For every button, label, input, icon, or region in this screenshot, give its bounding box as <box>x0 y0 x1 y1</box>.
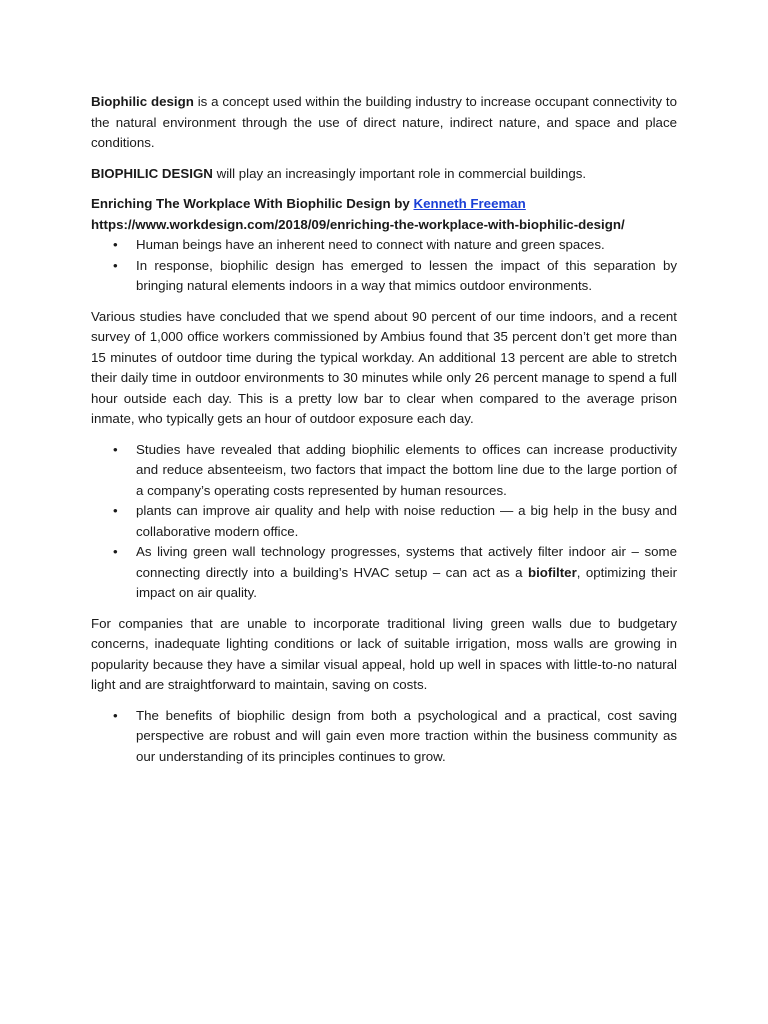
list-item <box>91 440 677 502</box>
bullet-list-1 <box>91 235 677 297</box>
author-link[interactable]: Kenneth Freeman <box>413 196 526 211</box>
list-item-text <box>136 544 677 600</box>
list-item <box>91 706 677 768</box>
source-title-line <box>91 194 677 215</box>
document-page <box>91 92 677 777</box>
bullet-list-3 <box>91 706 677 768</box>
bullet-icon: • <box>113 237 118 252</box>
intro-paragraph <box>91 92 677 154</box>
moss-walls-paragraph: For companies that are unable to incorporate traditional living green walls due to budgetary concerns, inadequate lighting conditions or lack of suitable irrigation, moss walls are growing in popularity because they have a similar visual appeal, hold up well in spaces with little-to-no natural light and are straightforward to maintain, saving on costs. <box>91 615 677 692</box>
bullet-list-2 <box>91 440 677 604</box>
list-item-text: plants can improve air quality and help with noise reduction — a big help in the busy and collaborative modern office. <box>136 503 677 539</box>
list-item <box>91 501 677 542</box>
list-item-text: The benefits of biophilic design from both a psychological and a practical, cost saving perspective are robust and will gain even more traction within the business community as our understanding of its principles continues to grow. <box>136 707 677 764</box>
list-item-text: In response, biophilic design has emerged to lessen the impact of this separation by bringing natural elements indoors in a way that mimics outdoor environments. <box>136 257 677 293</box>
list-item <box>91 235 677 256</box>
list-item-text: Studies have revealed that adding biophilic elements to offices can increase productivity and reduce absenteeism, two factors that impact the bottom line due to the large portion of a company’s operating costs represented by human resources. <box>136 441 677 498</box>
intro-text: is a concept used within the building industry to increase occupant connectivity to the natural environment through the use of direct nature, indirect nature, and space and place conditions. <box>91 94 677 150</box>
bullet-icon: • <box>113 257 118 273</box>
biofilter-term: biofilter <box>527 564 577 580</box>
source-title: Enriching The Workplace With Biophilic Design by <box>91 196 414 211</box>
list-item <box>91 256 677 297</box>
list-item <box>91 542 677 604</box>
bullet-icon: • <box>113 503 118 518</box>
source-heading <box>91 194 677 235</box>
studies-paragraph: Various studies have concluded that we spend about 90 percent of our time indoors, and a recent survey of 1,000 office workers commissioned by Ambius found that 35 percent don’t get more than 15 minutes of outdoor time during the typical workday. An additional 13 percent are able to stretch their daily time in outdoor environments to 30 minutes while only 26 percent manage to spend a full hour outside each day. This is a pretty low bar to clear when compared to the average prison inmate, who typically gets an hour of outdoor exposure each day. <box>91 308 677 426</box>
list-item-text-start: As living green wall technology progresses, systems that actively filter indoor air – some connecting directly into a building’s HVAC setup – can act as a <box>136 544 677 580</box>
intro-term: Biophilic design <box>91 94 194 109</box>
list-item-text-end: , optimizing their impact on air quality. <box>136 564 678 600</box>
statement-term: BIOPHILIC DESIGN <box>91 165 213 181</box>
statement-text: will play an increasingly important role in commercial buildings. <box>212 165 587 181</box>
bullet-icon: • <box>113 707 118 723</box>
bullet-icon: • <box>113 441 118 457</box>
list-item-text: Human beings have an inherent need to connect with nature and green spaces. <box>136 237 605 252</box>
statement-paragraph <box>91 164 677 185</box>
bullet-icon: • <box>113 544 118 559</box>
source-url: https://www.workdesign.com/2018/09/enriching-the-workplace-with-biophilic-design/ <box>91 216 625 232</box>
